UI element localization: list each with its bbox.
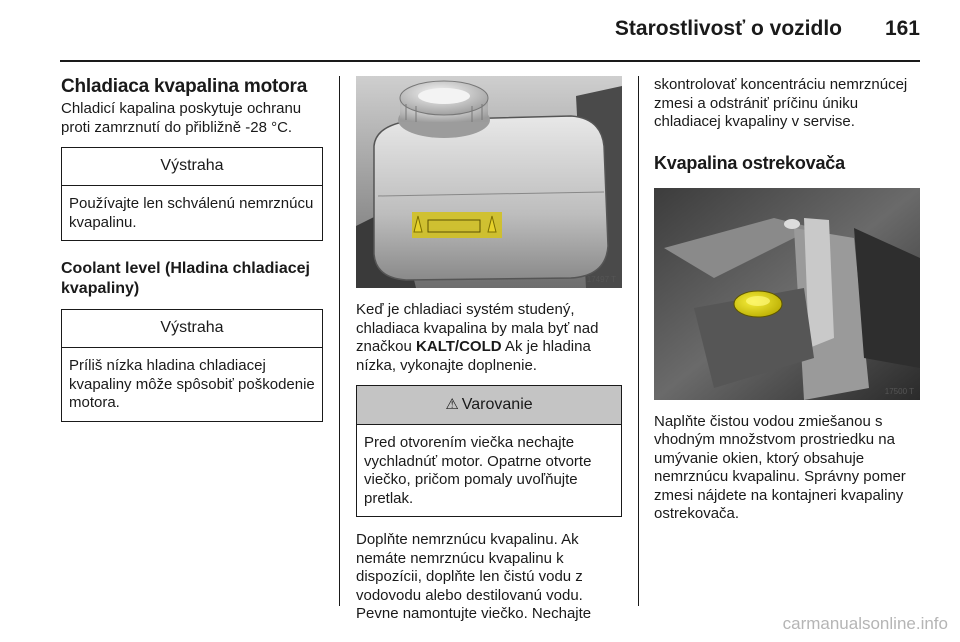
warning-triangle-icon: ⚠	[445, 396, 459, 413]
caution-body: Pred otvorením viečka nechajte vychladnúť motor. Opatrne otvorte viečko, pričom pomaly uvoľňujte pretlak.	[364, 434, 592, 507]
coolant-reservoir-illustration	[356, 76, 622, 288]
column-divider	[638, 76, 639, 606]
warning-title: Výstraha	[62, 310, 322, 348]
kalt-cold-mark: KALT/COLD	[416, 338, 502, 355]
washer-reservoir-illustration	[654, 188, 920, 400]
column-1	[61, 76, 323, 422]
coolant-level-heading: Coolant level (Hladina chladiacej kvapaliny)	[61, 260, 310, 297]
image-code: 17497 T	[586, 275, 616, 284]
header-rule	[60, 60, 920, 62]
column-divider	[339, 76, 340, 606]
refill-text: Doplňte nemrznúcu kvapalinu. Ak nemáte nemrznúcu kvapalinu k dispozícii, doplňte len čistú vodu z vodovodu alebo destilovanú vodu. Pevne namontujte viečko. Nechajte	[356, 531, 592, 622]
column-2	[356, 76, 622, 624]
image-code: 17500 T	[884, 386, 914, 396]
warning-box	[61, 147, 323, 241]
warning-box	[61, 309, 323, 422]
coolant-intro: Chladicí kapalina poskytuje ochranu proti zamrznutí do přibližně -28 °C.	[61, 100, 302, 136]
text-part: Ak je hladina nízka, vykonajte doplnenie.	[356, 338, 591, 374]
warning-body: Príliš nízka hladina chladiacej kvapaliny môže spôsobiť poškodenie motora.	[69, 357, 315, 411]
section-heading-coolant: Chladiaca kvapalina motora	[61, 76, 308, 97]
concentration-text: skontrolovať koncentráciu nemrznúcej zmesi a odstrániť príčinu úniku chladiacej kvapaliny v servise.	[654, 76, 908, 130]
page-number: 161	[884, 17, 920, 40]
washer-text: Naplňte čistou vodou zmiešanou s vhodným množstvom prostriedku na umývanie okien, ktorý obsahuje nemrznúcu kvapalinu. Správny pomer zmesi nájdete na kontajneri kvapaliny ostrekovača.	[654, 412, 906, 522]
warning-body: Používajte len schválenú nemrznúcu kvapalinu.	[69, 195, 314, 231]
coolant-reservoir-photo	[356, 76, 622, 288]
header-title: Starostlivosť o vozidlo	[614, 17, 842, 40]
warning-title: Výstraha	[62, 148, 322, 186]
text-part: Keď je chladiaci systém studený, chladiaca kvapalina by mala byť nad značkou	[356, 301, 599, 355]
caution-title-text: Varovanie	[461, 396, 533, 413]
coolant-level-text	[356, 301, 622, 375]
caution-title	[357, 386, 621, 425]
column-3	[654, 76, 920, 524]
watermark: carmanualsonline.info	[782, 614, 948, 633]
washer-reservoir-photo	[654, 188, 920, 400]
caution-box	[356, 385, 622, 517]
section-heading-washer: Kvapalina ostrekovača	[654, 152, 845, 173]
